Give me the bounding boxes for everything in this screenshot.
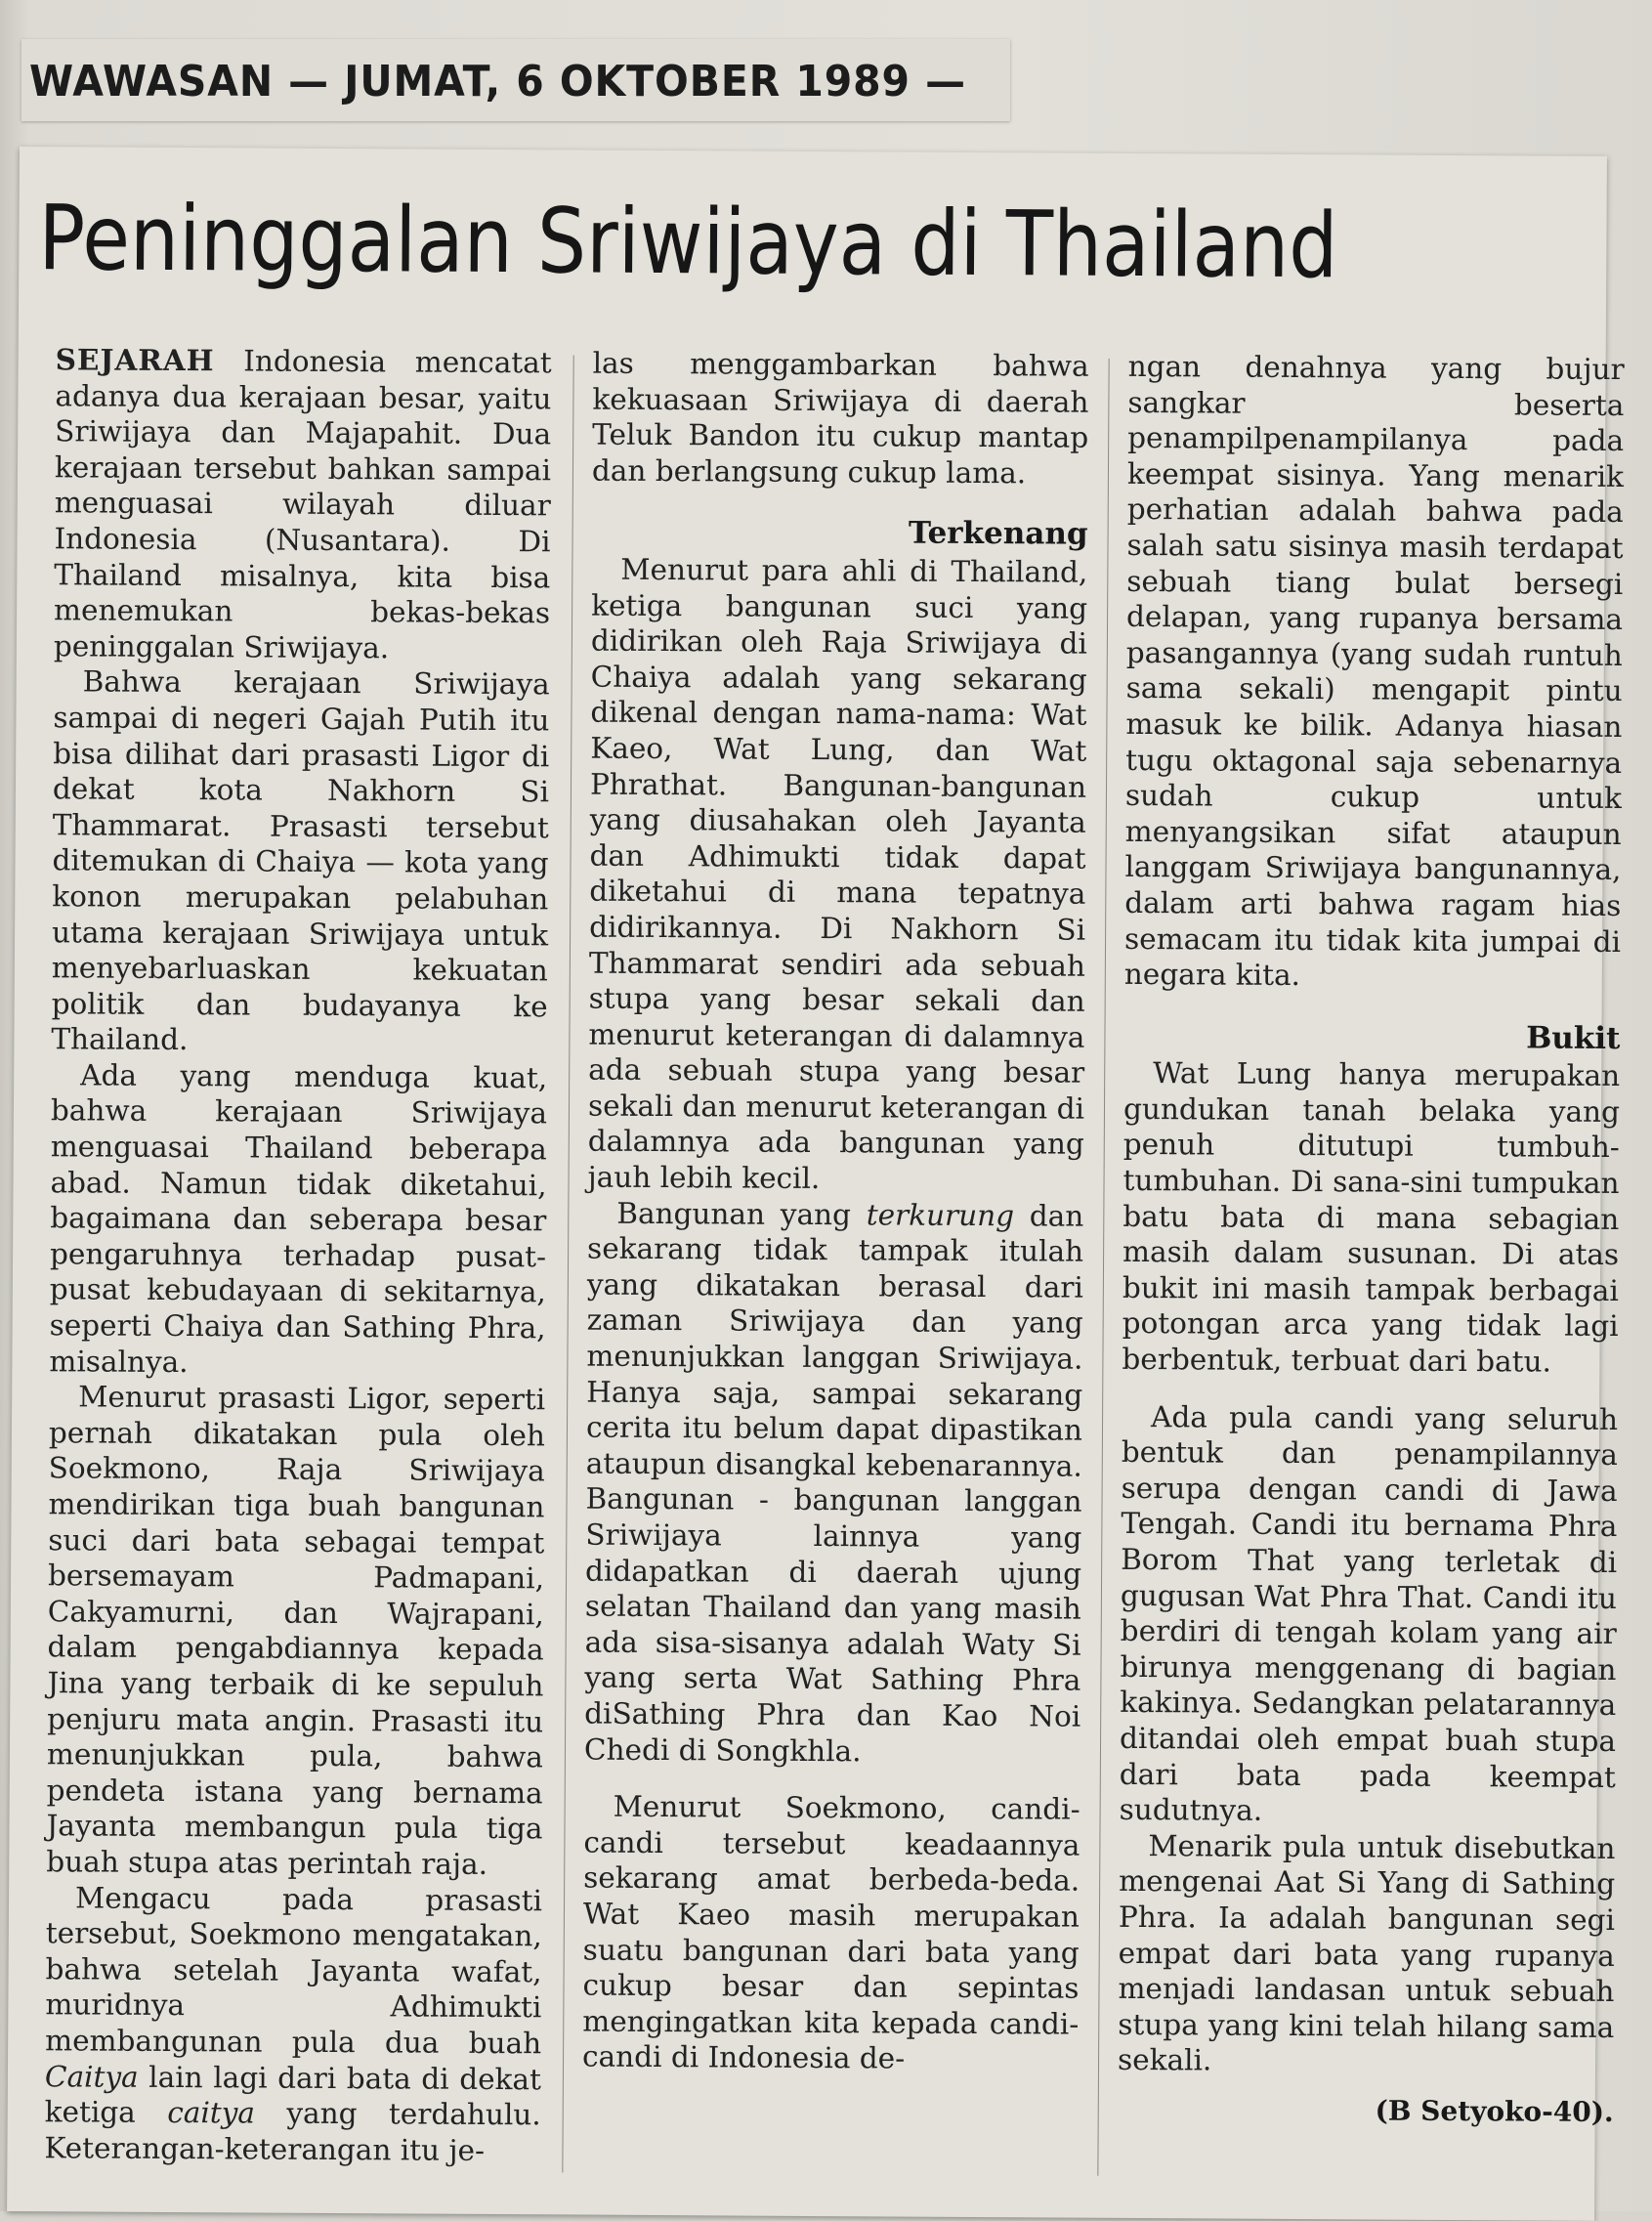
subheading: Terkenang (908, 515, 1088, 553)
paragraph: Menurut para ahli di Thailand, ketiga bangunan suci yang didirikan oleh Raja Sriwijaya di Chaiya adalah yang sekarang dikenal dengan nama-nama: Wat Kaeo, Wat Lung, dan Wat Phrathat. Bangunan-bangunan yang diusahakan oleh Jayanta dan Adhimukti tidak dapat diketahui di mana tepatnya didirikannya. Di Nakhorn Si Thammarat sendiri ada sebuah stupa yang besar sekali dan menurut keterangan di dalamnya ada sebuah stupa yang besar sekali dan menurut keterangan di dalamnya ada bangunan yang jauh lebih kecil. (587, 552, 1088, 1196)
subheading: Bukit (1526, 1020, 1621, 1056)
paragraph (44, 1880, 542, 2169)
italic-term: caitya (167, 2096, 256, 2130)
paragraph-text: lain lagi dari bata di dekat ketiga (44, 2060, 542, 2130)
column-divider (1097, 359, 1109, 2176)
lead-word: SEJARAH (55, 342, 215, 378)
paragraph: ngan denahnya yang bujur sangkar beserta penampilpenampilanya pada keempat sisinya. Yang menarik perhatian adalah bahwa pada salah satu sisinya masih terdapat sebuah tiang bulat bersegi delapan, yang rupanya bersama pasangannya (yang sudah runtuh sama sekali) mengapit pintu masuk ke bilik. Adanya hiasan tugu oktagonal saja sebenarnya sudah cukup untuk menyangsikan sifat ataupun langgam Sriwijaya bangunannya, dalam arti bahwa ragam hias semacam itu tidak kita jumpai di negara kita. (1123, 349, 1625, 993)
paragraph-text: Mengacu pada prasasti tersebut, Soekmono mengatakan, bahwa setelah Jayanta wafat, muridnya Adhimukti membangunan pula dua buah (45, 1880, 543, 2061)
paragraph-text: dan sekarang tidak tampak itulah yang dikatakan berasal dari zaman Sriwijaya dan yang menunjukkan langgan Sriwijaya. Hanya saja, sampai sekarang cerita itu belum dapat dipastikan ataupun disangkal kebenarannya. Bangunan - bangunan langgan Sriwijaya lainnya yang didapatkan di daerah ujung selatan Thailand dan yang masih ada sisa-sisanya adalah Waty Si yang serta Wat Sathing Phra diSathing Phra dan Kao Noi Chedi di Songkhla. (583, 1198, 1084, 1768)
paragraph: las menggambarkan bahwa kekuasaan Sriwijaya di daerah Teluk Bandon itu cukup mantap dan berlangsung cukup lama. (591, 346, 1089, 491)
column-divider (562, 355, 573, 2172)
article-headline: Peninggalan Sriwijaya di Thailand (38, 186, 1338, 299)
article-column-2 (582, 346, 1089, 2078)
paragraph: Bahwa kerajaan Sriwijaya sampai di negeri Gajah Putih itu bisa dilihat dari prasasti Ligor di dekat kota Nakhorn Si Thammarat. Prasasti tersebut ditemukan di Chaiya — kota yang konon merupakan pelabuhan utama kerajaan Sriwijaya untuk menyebarluaskan kekuatan politik dan budayanya ke Thailand. (51, 664, 550, 1057)
article-clipping (7, 147, 1625, 2221)
paragraph (54, 342, 552, 666)
paragraph: Ada yang menduga kuat, bahwa kerajaan Sriwijaya menguasai Thailand beberapa abad. Namun tidak diketahui, bagaimana dan seberapa besar pengaruhnya terhadap pusat-pusat kebudayaan di sekitarnya, seperti Chaiya dan Sathing Phra, misalnya. (49, 1058, 548, 1379)
paragraph: Menarik pula untuk disebutkan mengenai Aat Si Yang di Sathing Phra. Ia adalah bangunan segi empat dari bata yang rupanya menjadi landasan untuk sebuah stupa yang kini telah hilang sama sekali. (1117, 1828, 1616, 2077)
paragraph: Menurut Soekmono, candi-candi tersebut keadaannya sekarang amat berbeda-beda. Wat Kaeo masih merupakan suatu bangunan dari bata yang cukup besar dan sepintas mengingatkan kita kepada candi-candi di Indonesia de- (581, 1789, 1080, 2075)
paragraph (584, 1195, 1084, 1771)
paragraph-text: Indonesia mencatat adanya dua kerajaan besar, yaitu Sriwijaya dan Majapahit. Dua kerajaan tersebut bahkan sampai menguasai wilayah diluar Indonesia (Nusantara). Di Thailand misalnya, kita bisa menemukan bekas-bekas peninggalan Sriwijaya. (53, 344, 552, 665)
article-column-1 (44, 342, 551, 2168)
paragraph: Ada pula candi yang seluruh bentuk dan penampilannya serupa dengan candi di Jawa Tengah. Candi itu bernama Phra Borom That yang terletak di gugusan Wat Phra That. Candi itu berdiri di tengah kolam yang air birunya menggenang di bagian kakinya. Sedangkan pelatarannya ditandai oleh empat buah stupa dari bata pada keempat sudutnya. (1119, 1399, 1619, 1827)
byline: (B Setyoko-40). (1375, 2094, 1614, 2128)
dateline: WAWASAN — JUMAT, 6 OKTOBER 1989 — (29, 57, 966, 107)
article-column-3 (1118, 349, 1625, 2131)
paragraph: Menurut prasasti Ligor, seperti pernah dikatakan pula oleh Soekmono, Raja Sriwijaya mendirikan tiga buah bangunan suci dari bata sebagai tempat bersemayam Padmapani, Cakyamurni, dan Wajrapani, dalam pengabdiannya kepada Jina yang terbaik di ke sepuluh penjuru mata angin. Prasasti itu menunjukkan pula, bahwa pendeta istana yang bernama Jayanta membangun pula tiga buah stupa atas perintah raja. (46, 1380, 546, 1881)
paragraph-text: yang terdahulu. Keterangan-keterangan itu je- (44, 2096, 541, 2167)
paragraph-text: Bangunan yang (616, 1196, 867, 1231)
italic-term: terkurung (866, 1197, 1015, 1232)
italic-term: Caitya (44, 2059, 139, 2094)
paragraph: Wat Lung hanya merupakan gundukan tanah belaka yang penuh ditutupi tumbuh-tumbuhan. Di sana-sini tumpukan batu bata di mana sebagian masih dalam susunan. Di atas bukit ini masih tampak berbagai potongan arca yang tidak lagi berbentuk, terbuat dari batu. (1122, 1056, 1621, 1379)
